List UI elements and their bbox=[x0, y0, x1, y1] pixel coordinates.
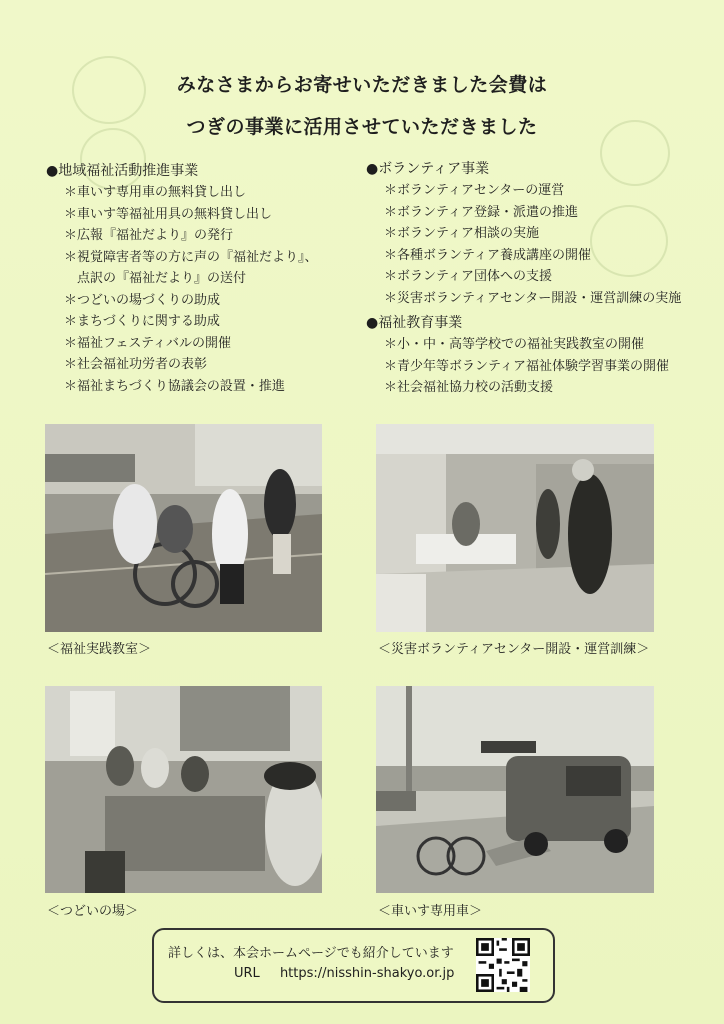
list-item: ＊視覚障害者等の方に声の『福祉だより』、 bbox=[64, 249, 318, 265]
info-box bbox=[152, 928, 555, 1003]
list-item: ＊ボランティアセンターの運営 bbox=[384, 183, 565, 198]
list-item: ＊福祉フェスティバルの開催 bbox=[64, 335, 232, 351]
list-item: ＊まちづくりに関する助成 bbox=[64, 314, 220, 329]
item-list bbox=[46, 182, 366, 397]
section-heading: ●ボランティア事業 bbox=[366, 161, 490, 177]
list-item: ＊ボランティア相談の実施 bbox=[384, 226, 539, 241]
list-item: ＊社会福祉功労者の表彰 bbox=[64, 357, 208, 372]
photo-welfare-class-image bbox=[45, 424, 322, 632]
list-item: ＊各種ボランティア養成講座の開催 bbox=[384, 247, 591, 263]
caption-disaster-drill: ＜災害ボランティアセンター開設・運営訓練＞ bbox=[378, 642, 650, 657]
photo-wheelchair-vehicle-image bbox=[376, 686, 654, 893]
homepage-link[interactable]: https://nisshin-shakyo.or.jp bbox=[279, 966, 455, 981]
item-list bbox=[366, 180, 696, 309]
photo-disaster-drill bbox=[376, 424, 654, 632]
section-volunteer bbox=[366, 158, 696, 309]
caption-wheelchair-vehicle: ＜車いす専用車＞ bbox=[378, 904, 483, 919]
list-item: ＊災害ボランティアセンター開設・運営訓練の実施 bbox=[384, 290, 682, 306]
list-item: ＊ボランティア団体への支援 bbox=[384, 269, 552, 284]
list-item: ＊つどいの場づくりの助成 bbox=[64, 292, 221, 308]
caption-gathering-place: ＜つどいの場＞ bbox=[47, 904, 139, 919]
section-welfare-education bbox=[366, 312, 696, 399]
qr-code-icon[interactable] bbox=[476, 938, 530, 992]
headline-line-1: みなさまからお寄せいただきました会費は bbox=[176, 74, 548, 96]
list-item: ＊車いす等福祉用具の無料貸し出し bbox=[64, 206, 273, 222]
url-line bbox=[234, 966, 454, 981]
photo-disaster-drill-image bbox=[376, 424, 654, 632]
list-item: ＊車いす専用車の無料貸し出し bbox=[64, 185, 247, 200]
photo-welfare-class bbox=[45, 424, 322, 632]
list-item: ＊青少年等ボランティア福祉体験学習事業の開催 bbox=[384, 358, 669, 374]
list-item: ＊ボランティア登録・派遣の推進 bbox=[384, 204, 578, 220]
section-heading: ●福祉教育事業 bbox=[366, 315, 463, 331]
list-item: ＊広報『福祉だより』の発行 bbox=[64, 228, 234, 243]
homepage-note: 詳しくは、本会ホームページでも紹介しています bbox=[168, 946, 454, 961]
headline-line-2: つぎの事業に活用させていただきました bbox=[186, 116, 538, 138]
list-item: ＊福祉まちづくり協議会の設置・推進 bbox=[64, 378, 285, 394]
section-heading: ●地域福祉活動推進事業 bbox=[46, 163, 199, 179]
list-item: ＊社会福祉協力校の活動支援 bbox=[384, 380, 554, 395]
photo-wheelchair-vehicle bbox=[376, 686, 654, 893]
caption-welfare-class: ＜福祉実践教室＞ bbox=[47, 642, 152, 657]
url-label: URL bbox=[234, 966, 260, 981]
photo-gathering-place-image bbox=[45, 686, 322, 893]
photo-gathering-place bbox=[45, 686, 322, 893]
list-item: 点訳の『福祉だより』の送付 bbox=[64, 271, 247, 286]
list-item: ＊小・中・高等学校での福祉実践教室の開催 bbox=[384, 337, 645, 352]
section-community-welfare bbox=[46, 160, 366, 397]
item-list bbox=[366, 334, 696, 399]
